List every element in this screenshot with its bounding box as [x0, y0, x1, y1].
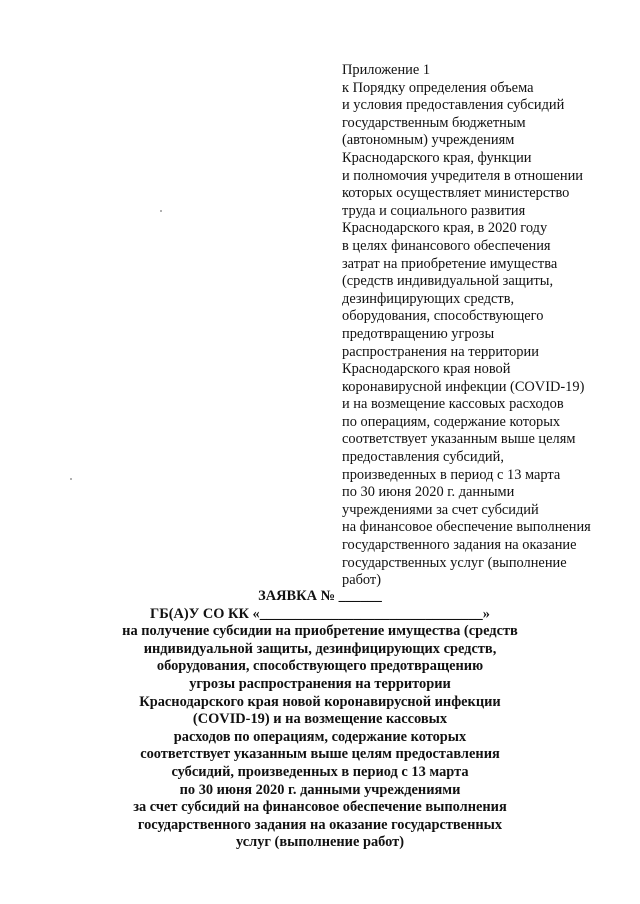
appendix-line: государственных услуг (выполнение [342, 554, 567, 571]
appendix-line: соответствует указанным выше целям [342, 431, 576, 448]
appendix-line: и условия предоставления субсидий [342, 97, 565, 114]
appendix-line: к Порядку определения объема [342, 79, 534, 96]
appendix-line: труда и социального развития [342, 202, 526, 219]
appendix-line: Краснодарского края, в 2020 году [342, 220, 548, 237]
appendix-line: по операциям, содержание которых [342, 413, 561, 430]
appendix-line: и полномочия учредителя в отношении [342, 167, 583, 184]
appendix-line: Краснодарского края, функции [342, 149, 532, 166]
request-body-line: по 30 июня 2020 г. данными учреждениями [179, 781, 461, 798]
request-body-line: услуг (выполнение работ) [235, 834, 405, 851]
appendix-line: предотвращению угрозы [342, 325, 495, 342]
appendix-line: в целях финансового обеспечения [342, 237, 551, 254]
appendix-line: государственным бюджетным [342, 114, 526, 131]
appendix-line: (средств индивидуальной защиты, [342, 273, 554, 290]
appendix-line: оборудования, способствующего [342, 308, 544, 325]
appendix-line: затрат на приобретение имущества [342, 255, 558, 272]
appendix-line: предоставления субсидий, [342, 449, 504, 466]
request-body-line: расходов по операциям, содержание которых [173, 728, 467, 745]
scan-speck [70, 478, 72, 480]
request-title: ЗАЯВКА № ______ [258, 588, 382, 604]
request-body-line: угрозы распространения на территории [189, 675, 451, 692]
request-body-line: государственного задания на оказание государственных [137, 816, 503, 833]
request-body-line: соответствует указанным выше целям предоставления [140, 746, 500, 763]
appendix-line: произведенных в период с 13 марта [342, 466, 561, 483]
appendix-line: по 30 июня 2020 г. данными [342, 484, 515, 501]
request-body-line: Краснодарского края новой коронавирусной инфекции [139, 693, 501, 710]
scan-speck [160, 210, 162, 212]
appendix-line: (автономным) учреждениям [342, 132, 515, 149]
request-body-line: за счет субсидий на финансовое обеспечение выполнения [133, 799, 507, 816]
appendix-line: которых осуществляет министерство [342, 185, 570, 202]
request-org-line: ГБ(А)У СО КК «_______________________________» [150, 605, 490, 622]
request-body-line: на получение субсидии на приобретение имущества (средств [122, 623, 518, 640]
request-block [0, 588, 640, 852]
appendix-line: распространения на территории [342, 343, 539, 360]
appendix-block [342, 62, 632, 590]
request-body-line: оборудования, способствующего предотвращению [156, 658, 484, 675]
appendix-line: работ) [342, 572, 381, 589]
appendix-line: и на возмещение кассовых расходов [342, 396, 564, 413]
request-body-line: (COVID-19) и на возмещение кассовых [192, 711, 448, 728]
request-body-line: субсидий, произведенных в период с 13 марта [171, 763, 469, 780]
appendix-line: учреждениями за счет субсидий [342, 501, 539, 518]
request-body-line: индивидуальной защиты, дезинфицирующих средств, [143, 640, 497, 657]
appendix-line: коронавирусной инфекции (COVID-19) [342, 378, 585, 395]
appendix-line: государственного задания на оказание [342, 537, 577, 554]
appendix-line: Приложение 1 [342, 62, 431, 78]
appendix-line: дезинфицирующих средств, [342, 290, 515, 307]
appendix-line: на финансовое обеспечение выполнения [342, 519, 591, 536]
appendix-line: Краснодарского края новой [342, 361, 511, 378]
